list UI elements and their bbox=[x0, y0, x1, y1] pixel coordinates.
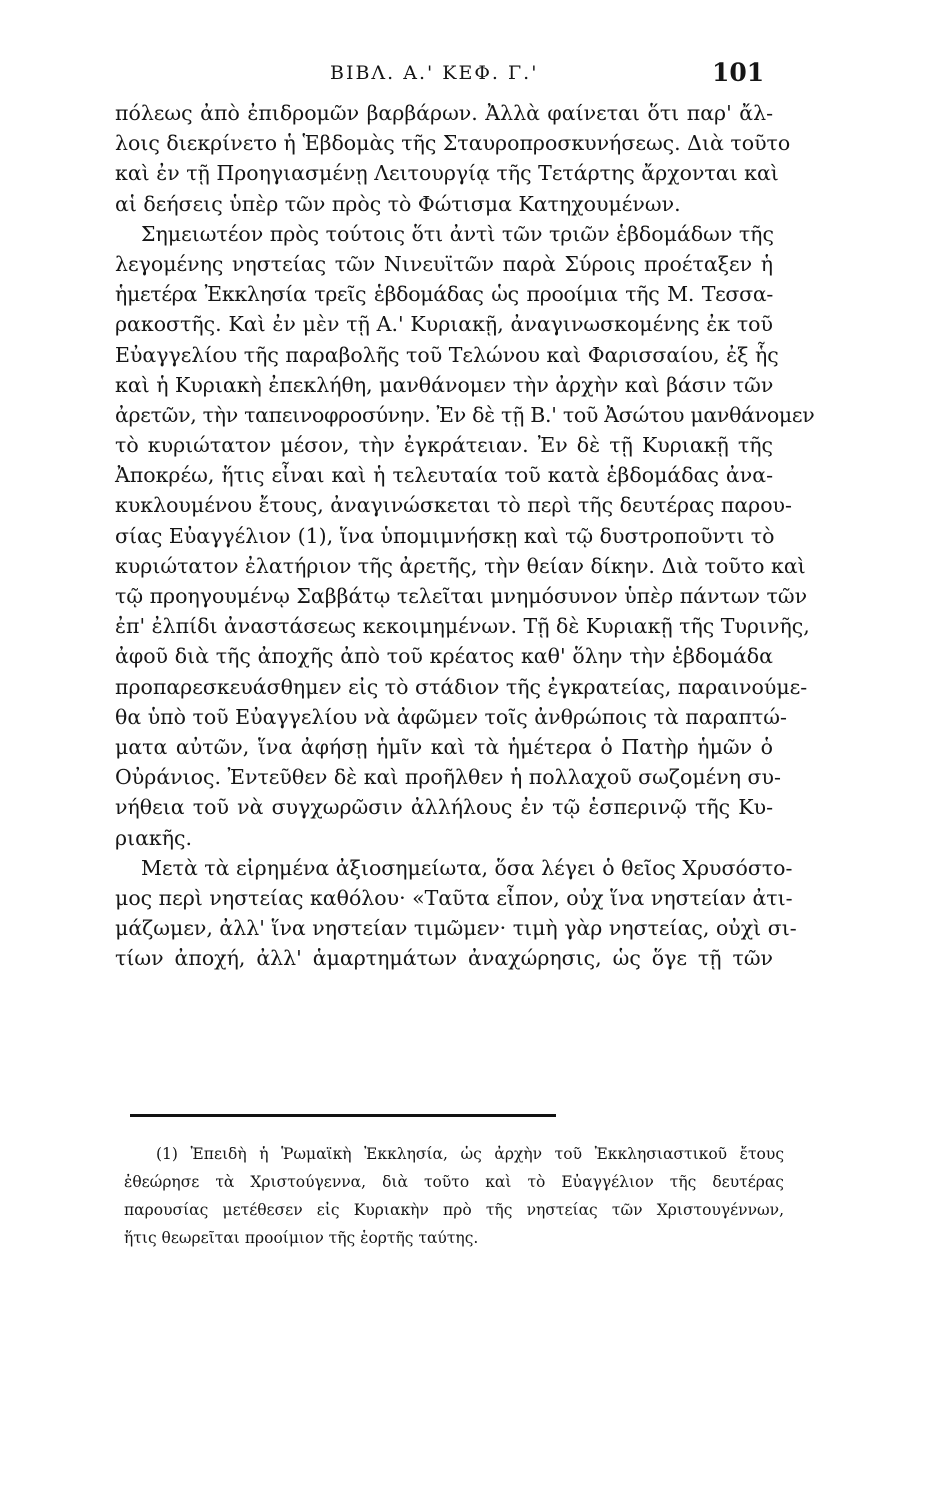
text-line: σίας Εὐαγγέλιον (1), ἵνα ὑπομιμνήσκῃ καὶ τῷ δυστροποῦντι τὸ bbox=[115, 523, 775, 548]
text-line: τῷ προηγουμένῳ Σαββάτῳ τελεῖται μνημόσυνον ὑπὲρ πάντων τῶν bbox=[115, 584, 808, 608]
text-line: τὸ κυριώτατον μέσον, τὴν ἐγκράτειαν. Ἐν δὲ τῇ Κυριακῇ τῆς bbox=[115, 433, 773, 458]
text-line: θα ὑπὸ τοῦ Εὐαγγελίου νὰ ἀφῶμεν τοῖς ἀνθρώποις τὰ παραπτώ- bbox=[115, 704, 787, 729]
text-line: προπαρεσκευάσθημεν εἰς τὸ στάδιον τῆς ἐγκρατείας, παραινούμε- bbox=[115, 674, 808, 699]
footnote-line: (1) Ἐπειδὴ ἡ Ῥωμαϊκὴ Ἐκκλησία, ὡς ἀρχὴν τοῦ Ἐκκλησιαστικοῦ ἔτους bbox=[156, 1145, 784, 1163]
main-text bbox=[115, 98, 815, 973]
footnote-line: ἐθεώρησε τὰ Χριστούγεννα, διὰ τοῦτο καὶ τὸ Εὐαγγέλιον τῆς δευτέρας bbox=[124, 1173, 784, 1191]
text-line: τίων ἀποχή, ἀλλ' ἁμαρτημάτων ἀναχώρησις, ὡς ὅγε τῇ τῶν bbox=[115, 946, 773, 971]
footnote-separator-rule bbox=[130, 1114, 556, 1117]
text-line: νήθεια τοῦ νὰ συγχωρῶσιν ἀλλήλους ἐν τῷ ἑσπερινῷ τῆς Κυ- bbox=[115, 795, 773, 820]
text-line: Ἀποκρέω, ἥτις εἶναι καὶ ἡ τελευταία τοῦ κατὰ ἑβδομάδας ἀνα- bbox=[115, 463, 773, 488]
text-line: λεγομένης νηστείας τῶν Νινευϊτῶν παρὰ Σύροις προέταξεν ἡ bbox=[115, 251, 773, 276]
footnote-line: παρουσίας μετέθεσεν εἰς Κυριακὴν πρὸ τῆς νηστείας τῶν Χριστουγέννων, bbox=[124, 1201, 784, 1219]
page-number: 101 bbox=[712, 58, 765, 87]
text-line: καὶ ἡ Κυριακὴ ἐπεκλήθη, μανθάνομεν τὴν ἀρχὴν καὶ βάσιν τῶν bbox=[115, 372, 774, 397]
text-line: μος περὶ νηστείας καθόλου· «Ταῦτα εἶπον, οὐχ ἵνα νηστείαν ἀτι- bbox=[115, 885, 793, 910]
paragraph-start-line: Μετὰ τὰ εἰρημένα ἀξιοσημείωτα, ὅσα λέγει ὁ θεῖος Χρυσόστο- bbox=[141, 855, 793, 880]
text-line: ἡμετέρα Ἐκκλησία τρεῖς ἑβδομάδας ὡς προοίμια τῆς Μ. Τεσσα- bbox=[115, 282, 773, 307]
text-line: ἀφοῦ διὰ τῆς ἀποχῆς ἀπὸ τοῦ κρέατος καθ' ὅλην τὴν ἑβδομάδα bbox=[115, 644, 773, 669]
paragraph-start-line: Σημειωτέον πρὸς τούτοις ὅτι ἀντὶ τῶν τριῶν ἑβδομάδων τῆς bbox=[141, 221, 774, 246]
text-line: κυκλουμένου ἔτους, ἀναγινώσκεται τὸ περὶ τῆς δευτέρας παρου- bbox=[115, 493, 792, 518]
running-header: ΒΙΒΛ. Α.' ΚΕΦ. Γ.' bbox=[330, 62, 539, 84]
text-line: κυριώτατον ἐλατήριον τῆς ἀρετῆς, τὴν θείαν δίκην. Διὰ τοῦτο καὶ bbox=[115, 553, 806, 578]
text-line: Οὐράνιος. Ἐντεῦθεν δὲ καὶ προῆλθεν ἡ πολλαχοῦ σωζομένη συ- bbox=[115, 765, 781, 790]
text-line: μάζωμεν, ἀλλ' ἵνα νηστείαν τιμῶμεν· τιμὴ γὰρ νηστείας, οὐχὶ σι- bbox=[115, 916, 797, 941]
text-line: ρακοστῆς. Καὶ ἐν μὲν τῇ Α.' Κυριακῇ, ἀναγινωσκομένης ἐκ τοῦ bbox=[115, 312, 773, 337]
text-line: ἐπ' ἐλπίδι ἀναστάσεως κεκοιμημένων. Τῇ δὲ Κυριακῇ τῆς Τυρινῆς, bbox=[115, 614, 810, 639]
text-line: λοις διεκρίνετο ἡ Ἑβδομὰς τῆς Σταυροπροσκυνήσεως. Διὰ τοῦτο bbox=[115, 131, 791, 156]
text-line: αἱ δεήσεις ὑπὲρ τῶν πρὸς τὸ Φώτισμα Κατηχουμένων. bbox=[115, 191, 681, 216]
text-line: ἀρετῶν, τὴν ταπεινοφροσύνην. Ἐν δὲ τῇ Β.' τοῦ Ἀσώτου μανθάνομεν bbox=[115, 402, 815, 427]
text-line: καὶ ἐν τῇ Προηγιασμένῃ Λειτουργίᾳ τῆς Τετάρτης ἄρχονται καὶ bbox=[115, 161, 779, 186]
footnote-line: ἥτις θεωρεῖται προοίμιον τῆς ἑορτῆς ταύτης. bbox=[124, 1229, 479, 1247]
text-line: ματα αὐτῶν, ἵνα ἀφήσῃ ἡμῖν καὶ τὰ ἡμέτερα ὁ Πατὴρ ἡμῶν ὁ bbox=[115, 734, 773, 759]
text-line: ριακῆς. bbox=[115, 825, 193, 850]
text-line: πόλεως ἀπὸ ἐπιδρομῶν βαρβάρων. Ἀλλὰ φαίνεται ὅτι παρ' ἄλ- bbox=[115, 101, 773, 125]
text-line: Εὐαγγελίου τῆς παραβολῆς τοῦ Τελώνου καὶ Φαρισσαίου, ἐξ ἧς bbox=[115, 342, 779, 367]
footnote bbox=[124, 1140, 784, 1252]
